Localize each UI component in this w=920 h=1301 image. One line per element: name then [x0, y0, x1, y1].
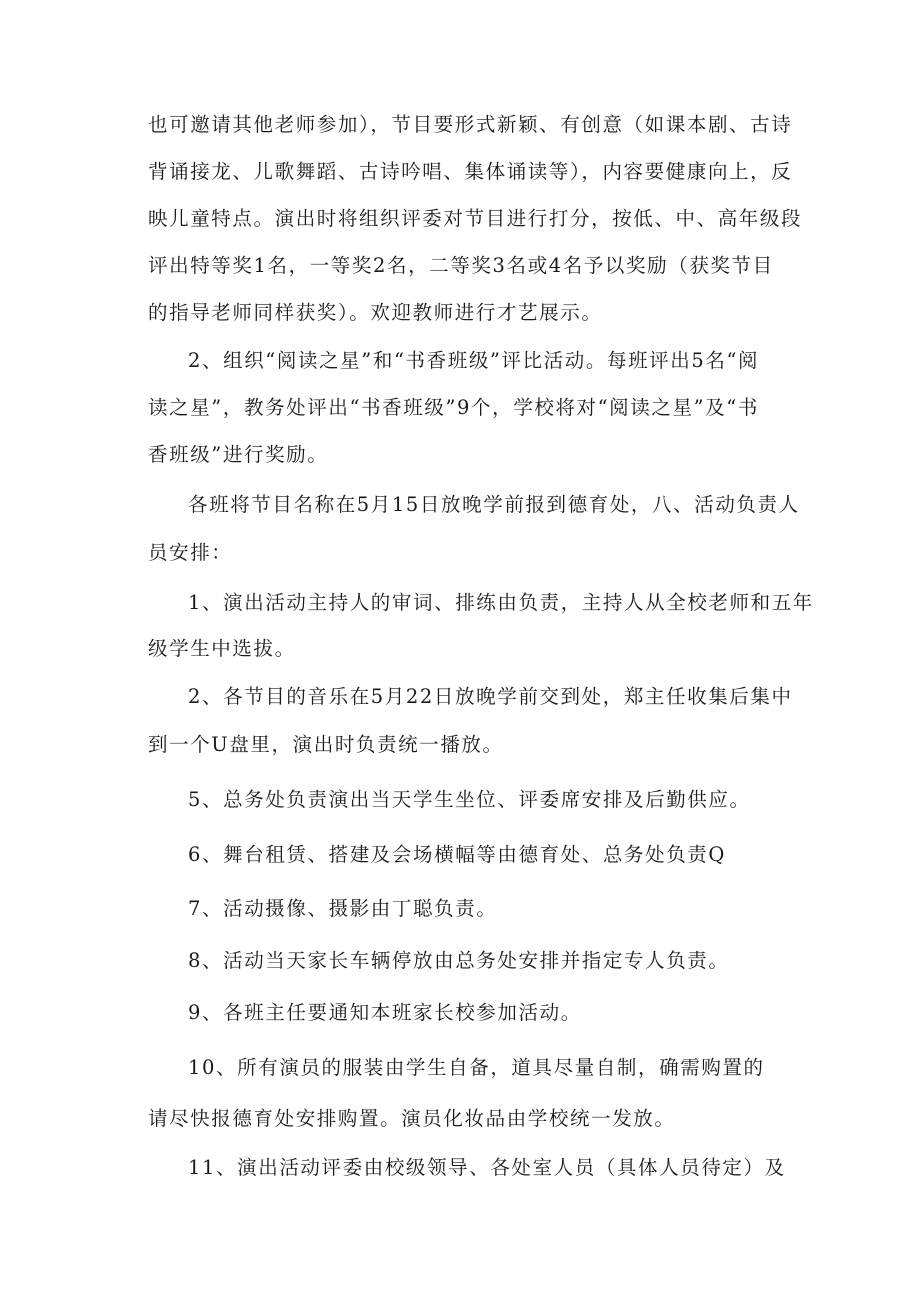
- item-10-first-line: 10、所有演员的服装由学生自备，道具尽量自制，确需购置的: [188, 1056, 765, 1079]
- text-line: 评出特等奖1名，一等奖2名，二等奖3名或4名予以奖励（获奖节目: [148, 254, 774, 277]
- item-11-first-line: 11、演出活动评委由校级领导、各处室人员（具体人员待定）及: [188, 1156, 786, 1179]
- text-line: 员安排：: [148, 541, 233, 564]
- text-line: 映儿童特点。演出时将组织评委对节目进行打分，按低、中、高年级段: [148, 207, 803, 230]
- item-5-line: 5、总务处负责演出当天学生坐位、评委席安排及后勤供应。: [188, 788, 751, 811]
- text-line: 香班级”进行奖励。: [148, 443, 329, 466]
- text-line: 读之星”，教务处评出“书香班级”9个，学校将对“阅读之星”及“书: [148, 396, 759, 419]
- text-line: 到一个U盘里，演出时负责统一播放。: [148, 733, 504, 756]
- paragraph-schedule-first-line: 各班将节目名称在5月15日放晚学前报到德育处，八、活动负责人: [188, 493, 800, 516]
- item-1-first-line: 1、演出活动主持人的审词、排练由负责，主持人从全校老师和五年: [188, 591, 814, 614]
- text-line: 的指导老师同样获奖）。欢迎教师进行才艺展示。: [148, 301, 603, 324]
- paragraph-2-first-line: 2、组织“阅读之星”和“书香班级”评比活动。每班评出5名“阅: [188, 349, 760, 372]
- text-line: 也可邀请其他老师参加），节目要形式新颖、有创意（如课本剧、古诗: [148, 113, 793, 136]
- text-line: 级学生中选拔。: [148, 637, 296, 660]
- item-8-line: 8、活动当天家长车辆停放由总务处安排并指定专人负责。: [188, 949, 730, 972]
- item-9-line: 9、各班主任要通知本班家长校参加活动。: [188, 1001, 582, 1024]
- item-2-first-line: 2、各节目的音乐在5月22日放晚学前交到处，郑主任收集后集中: [188, 685, 793, 708]
- text-line: 背诵接龙、儿歌舞蹈、古诗吟唱、集体诵读等），内容要健康向上，反: [148, 160, 793, 183]
- item-7-line: 7、活动摄像、摄影由丁聪负责。: [188, 897, 498, 920]
- text-line: 请尽快报德育处安排购置。演员化妆品由学校统一发放。: [148, 1107, 676, 1130]
- item-6-line: 6、舞台租赁、搭建及会场横幅等由德育处、总务处负责Q: [188, 843, 726, 866]
